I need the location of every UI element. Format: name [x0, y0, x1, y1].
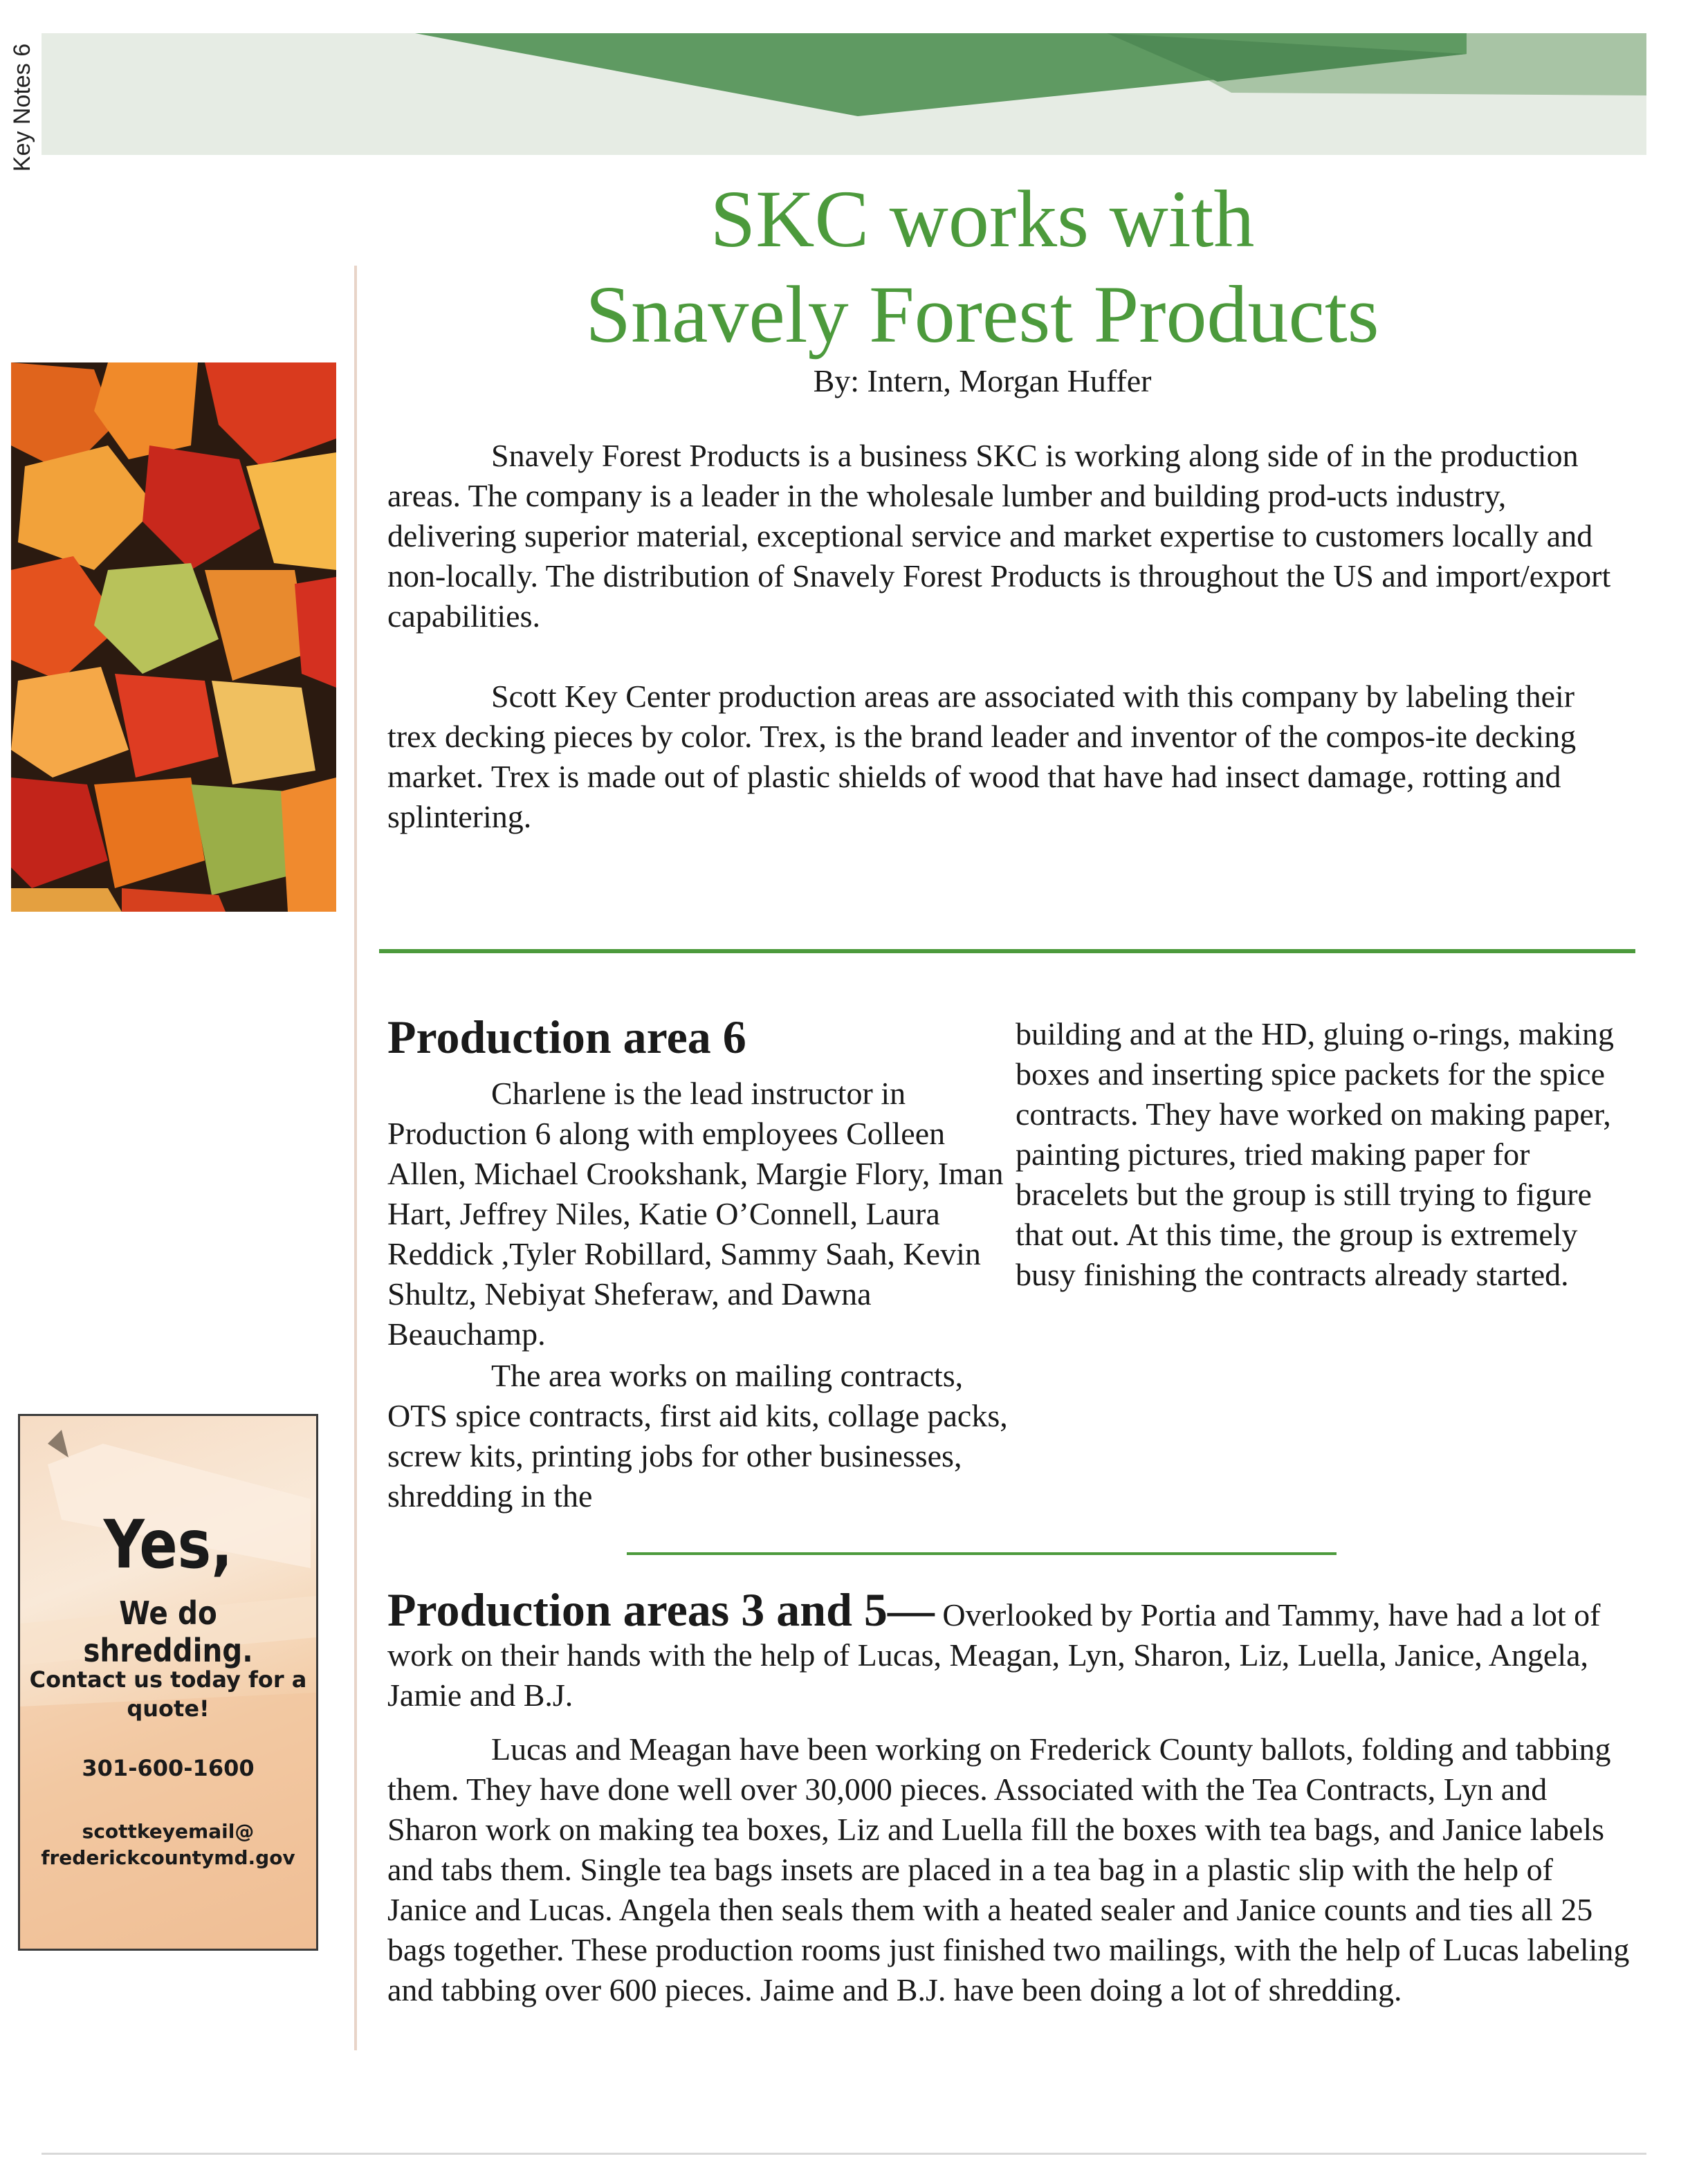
article-title-line2: Snavely Forest Products: [585, 269, 1379, 360]
sidebar-divider: [354, 266, 357, 2050]
ad-email-line1: scottkeyemail@: [82, 1820, 255, 1843]
production-areas-3-5-heading: Production areas 3 and 5—: [387, 1583, 935, 1636]
article1-paragraph2: Scott Key Center production areas are associated with this company by labeling their trex decking pieces by color. Trex, is the brand leader and inventor of the compos-ite decking market. Trex is made out of plastic shields of wood that have had insect damage, rotting and splintering.: [387, 679, 1577, 834]
ad-headline: We do shredding.: [83, 1594, 253, 1669]
production-areas-3-5-intro: Production areas 3 and 5— Overlooked by Portia and Tammy, have had a lot of work on their hands with the help of Lucas, Meagan, Lyn, Sharon, Liz, Luella, Janice, Angela, Jamie and B.J.: [387, 1583, 1601, 1713]
production-area-6-paragraph1: Charlene is the lead instructor in Production 6 along with employees Colleen Allen, Michael Crookshank, Margie Flory, Iman Hart, Jeffrey Niles, Katie O’Connell, Laura Reddick ,Tyler Robillard, Sammy Saah, Kevin Shultz, Nebiyat Sheferaw, and Dawna Beauchamp.: [387, 1076, 1004, 1352]
production-areas-3-5-paragraph2: Lucas and Meagan have been working on Frederick County ballots, folding and tabbing them. They have done well over 30,000 pieces. Associated with the Tea Contracts, Lyn and Sharon work on making tea boxes, Liz and Luella fill the boxes with tea bags, and Janice labels and tabs them. Single tea bags insets are placed in a tea bag in a plastic slip with the help of Janice and Lucas. Angela then seals them with a heated sealer and Janice counts and ties all 25 bags together. These production rooms just finished two mailings, with the help of Lucas labeling and tabbing over 600 pieces. Jaime and B.J. have been doing a lot of shredding.: [387, 1731, 1630, 2007]
shredding-ad: [18, 1414, 318, 1951]
side-tab: [6, 28, 40, 187]
ad-yes: Yes,: [103, 1506, 233, 1583]
autumn-leaves-image: [11, 362, 336, 912]
article-byline: By: Intern, Morgan Huffer: [813, 363, 1152, 398]
section-divider: [379, 949, 1635, 953]
footer-rule: [42, 2153, 1646, 2155]
article-title-line1: SKC works with: [710, 174, 1255, 264]
header-banner: [42, 33, 1646, 155]
ad-contact-line2: quote!: [127, 1695, 210, 1722]
production-area-6-column2: building and at the HD, gluing o-rings, making boxes and inserting spice packets for the spice contracts. They have worked on making paper, painting pictures, tried making paper for bracelets but the group is still trying to figure that out. At this time, the group is extremely busy finishing the contracts already started.: [1016, 1016, 1614, 1292]
ad-email-line2: frederickcountymd.gov: [41, 1846, 295, 1869]
ad-phone: 301-600-1600: [82, 1755, 255, 1781]
production-area-6-paragraph2: The area works on mailing contracts, OTS spice contracts, first aid kits, collage packs, screw kits, printing jobs for other businesses, shredding in the: [387, 1358, 1008, 1514]
short-divider: [627, 1552, 1337, 1555]
ad-contact-line1: Contact us today for a: [29, 1666, 307, 1693]
side-tab-label: Key Notes 6: [9, 43, 36, 172]
production-area-6-heading: Production area 6: [387, 1011, 746, 1063]
article1-paragraph1: Snavely Forest Products is a business SKC is working along side of in the production areas. The company is a leader in the wholesale lumber and building prod-ucts industry, delivering superior material, exceptional service and market expertise to customers locally and non-locally. The distribution of Snavely Forest Products is throughout the US and import/export capabilities.: [387, 438, 1611, 634]
